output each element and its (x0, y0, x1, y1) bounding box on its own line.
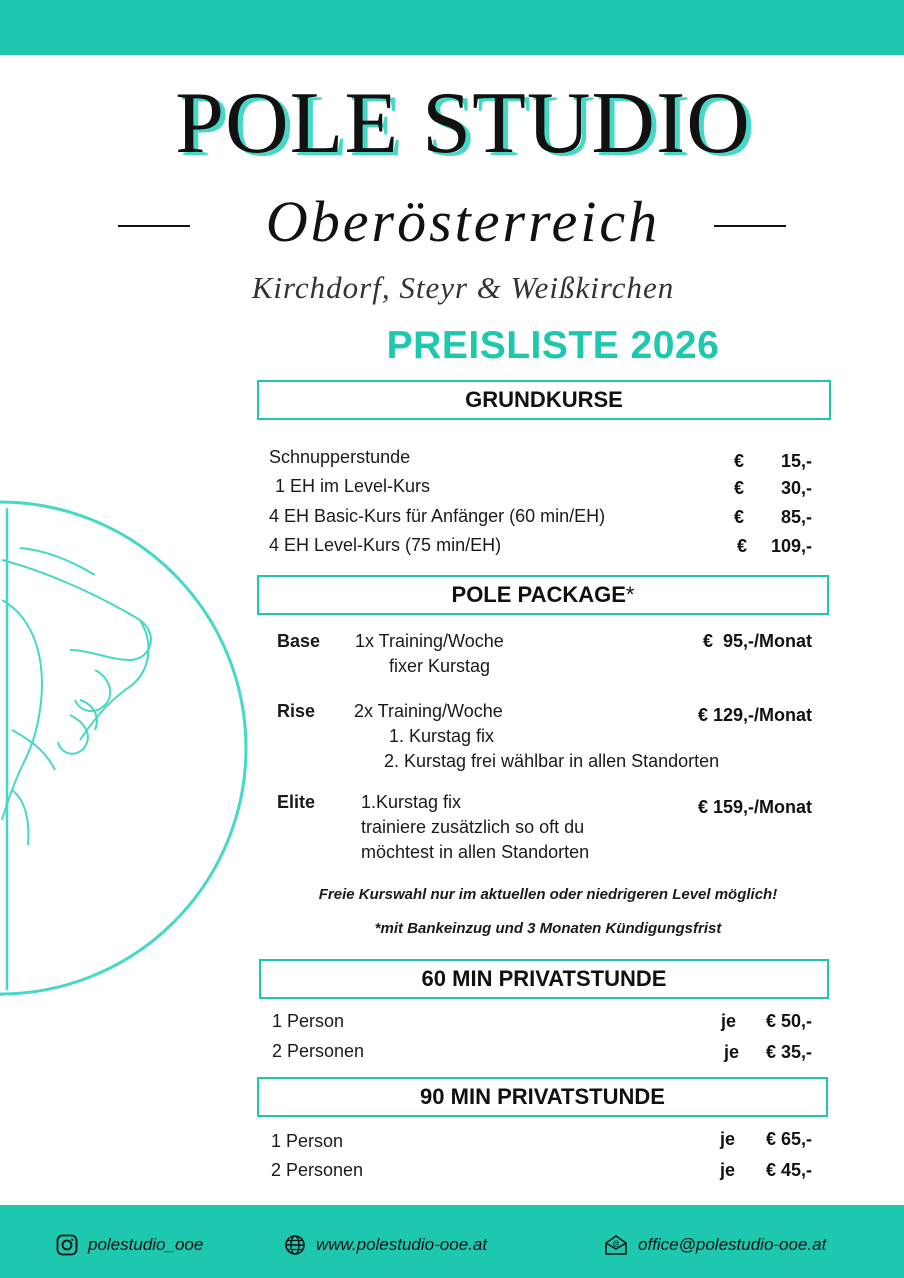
logo-title: POLE STUDIO (175, 75, 751, 172)
footer-email[interactable] (604, 1232, 826, 1258)
pole-dancer-illustration (0, 500, 250, 1000)
package-note: Freie Kurswahl nur im aktuellen oder niedrigeren Level möglich! (318, 886, 778, 903)
package-price: € 129,-/Monat (697, 705, 812, 725)
package-detail: möchtest in allen Standorten (361, 842, 590, 862)
grundkurse-item-currency: € (737, 536, 748, 556)
private60-item-price: € 35,- (765, 1042, 812, 1062)
footer-website[interactable] (284, 1232, 487, 1258)
globe-icon (284, 1234, 306, 1256)
grundkurse-item-label: Schnupperstunde (269, 447, 411, 467)
footer-instagram-handle: polestudio_ooe (88, 1235, 204, 1254)
grundkurse-item-currency: € (734, 507, 745, 527)
grundkurse-item-price: 109,- (770, 536, 812, 556)
logo-divider-right (714, 225, 786, 227)
page-title: PREISLISTE 2026 (386, 324, 720, 367)
package-detail: fixer Kurstag (389, 656, 491, 676)
private90-item-price: € 45,- (765, 1160, 812, 1180)
private60-item-per: je (721, 1011, 737, 1031)
package-name: Rise (277, 701, 316, 721)
package-detail: 1. Kurstag fix (389, 726, 495, 746)
private60-item-label: 1 Person (272, 1011, 345, 1031)
private90-item-per: je (720, 1160, 736, 1180)
package-price: € 159,-/Monat (697, 797, 812, 817)
top-band (0, 0, 904, 55)
grundkurse-item-price: 15,- (780, 451, 812, 471)
package-detail: trainiere zusätzlich so oft du (361, 817, 585, 837)
grundkurse-item-label: 4 EH Basic-Kurs für Anfänger (60 min/EH) (269, 506, 606, 526)
private90-item-label: 1 Person (271, 1131, 344, 1151)
grundkurse-item-currency: € (734, 478, 745, 498)
package-detail: 1x Training/Woche (355, 631, 504, 651)
svg-text:@: @ (612, 1241, 620, 1248)
private60-heading: 60 MIN PRIVATSTUNDE (259, 959, 829, 999)
package-name: Elite (277, 792, 316, 812)
grundkurse-item-label: 1 EH im Level-Kurs (275, 476, 431, 496)
package-heading-text: POLE PACKAGE (451, 582, 626, 607)
private60-item-price: € 50,- (765, 1011, 812, 1031)
grundkurse-item-price: 85,- (780, 507, 812, 527)
private60-item-label: 2 Personen (272, 1041, 365, 1061)
package-heading (257, 575, 829, 615)
logo-subtitle-row (98, 189, 828, 254)
instagram-icon (56, 1234, 78, 1256)
private60-item-per: je (724, 1042, 740, 1062)
logo-subtitle: Oberösterreich (265, 189, 661, 254)
package-detail: 2. Kurstag frei wählbar in allen Standorten (384, 751, 720, 771)
grundkurse-heading: GRUNDKURSE (257, 380, 831, 420)
footer-email-address: office@polestudio-ooe.at (638, 1235, 827, 1254)
package-price: € 95,-/Monat (702, 631, 812, 651)
package-detail: 2x Training/Woche (354, 701, 503, 721)
logo-locations: Kirchdorf, Steyr & Weißkirchen (251, 270, 675, 305)
private90-item-price: € 65,- (765, 1129, 812, 1149)
private90-item-label: 2 Personen (271, 1160, 364, 1180)
grundkurse-item-price: 30,- (780, 478, 812, 498)
studio-logo (98, 68, 828, 318)
grundkurse-item-currency: € (734, 451, 745, 471)
package-detail: 1.Kurstag fix (361, 792, 462, 812)
package-name: Base (277, 631, 321, 651)
footer-instagram[interactable] (56, 1232, 203, 1258)
private90-heading: 90 MIN PRIVATSTUNDE (257, 1077, 828, 1117)
private90-item-per: je (720, 1129, 736, 1149)
mail-icon (604, 1234, 628, 1256)
grundkurse-item-label: 4 EH Level-Kurs (75 min/EH) (269, 535, 502, 555)
footer-website-url: www.polestudio-ooe.at (316, 1235, 488, 1254)
package-footnote: *mit Bankeinzug und 3 Monaten Kündigungsfrist (374, 920, 722, 937)
package-heading-asterisk: * (625, 582, 635, 607)
